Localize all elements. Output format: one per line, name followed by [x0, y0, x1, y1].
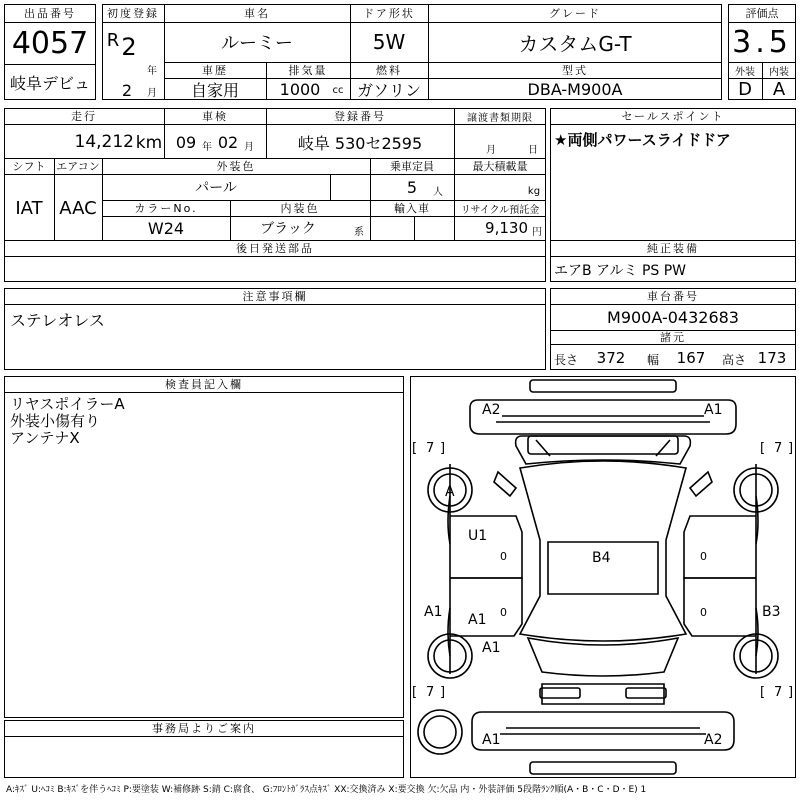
- first-reg-era: R: [106, 30, 120, 50]
- notes-label: 注意事項欄: [242, 290, 308, 303]
- import-label: 輸入車: [394, 202, 430, 215]
- svg-text:]: ]: [440, 685, 446, 700]
- int-grade-value: A: [772, 78, 786, 100]
- mark-roof: B4: [592, 550, 611, 566]
- inspector-line-1: リヤスポイラーA: [10, 395, 125, 413]
- svg-text:[: [: [760, 441, 766, 456]
- model-label: 型式: [562, 64, 588, 77]
- mark-rear-right: A2: [704, 732, 723, 748]
- score-value: 3.5: [732, 24, 792, 60]
- tread-rr: 7: [774, 685, 783, 700]
- mark-front-right: A1: [704, 402, 723, 418]
- venue: 岐阜デビュ: [9, 73, 90, 93]
- zero-4: 0: [700, 606, 707, 619]
- color-no-value: W24: [147, 218, 185, 238]
- score-label: 評価点: [745, 7, 779, 20]
- first-reg-label: 初度登録: [107, 7, 159, 20]
- color-no-label: カラーNo.: [134, 202, 198, 215]
- transfer-label: 譲渡書類期限: [467, 112, 533, 124]
- ext-color-value: パール: [195, 180, 237, 196]
- first-reg-month: 2: [121, 80, 133, 100]
- ac-label: エアコン: [56, 160, 100, 173]
- zero-3: 0: [700, 550, 707, 563]
- shift-value: IAT: [15, 197, 43, 219]
- car-name-label: 車名: [244, 7, 270, 20]
- inspector-line-2: 外装小傷有り: [10, 412, 101, 430]
- model-value: DBA-M900A: [527, 79, 623, 99]
- transfer-day-unit: 日: [528, 144, 538, 156]
- legend: A:ｷｽﾞ U:ﾍｺﾐ B:ｷｽﾞを伴うﾍｺﾐ P:要塗装 W:補修跡 S:錆 C:腐食、 G:ﾌﾛﾝﾄｶﾞﾗｽ点ｷｽﾞ XX:交換済み X:要交換 欠:欠品 内・外装評価 5段階ﾗﾝｸ順(A・B・C・D・E) 1: [6, 784, 647, 795]
- first-reg-year-unit: 年: [147, 65, 157, 76]
- mark-door-rl: A1: [468, 612, 487, 628]
- inspection-year: 09: [175, 132, 197, 152]
- inspector-label: 検査員記入欄: [165, 378, 243, 391]
- transfer-month-unit: 月: [486, 144, 496, 156]
- history-label: 車歴: [202, 64, 228, 77]
- tread-fl: 7: [426, 441, 435, 456]
- mark-tire-rl: A1: [482, 640, 501, 656]
- svg-text:[: [: [760, 685, 766, 700]
- grade-label: グレード: [549, 7, 601, 20]
- ext-color-label: 外装色: [216, 160, 256, 173]
- ac-value: AAC: [59, 197, 97, 219]
- max-load-label: 最大積載量: [472, 160, 528, 173]
- ext-grade-value: D: [738, 78, 752, 100]
- displacement-label: 排気量: [288, 64, 328, 77]
- sales-point-label: セールスポイント: [621, 110, 725, 123]
- tread-fr: 7: [774, 441, 783, 456]
- int-grade-label: 内装: [769, 66, 789, 78]
- car-name-value: ルーミー: [221, 33, 293, 54]
- svg-text:]: ]: [788, 685, 794, 700]
- dims-length-label: 長さ: [554, 352, 578, 367]
- reg-no-label: 登録番号: [334, 110, 386, 123]
- door-label: ドア形状: [363, 7, 415, 20]
- inspection-month: 02: [217, 132, 239, 152]
- zero-1: 0: [500, 550, 507, 563]
- mark-tire-fl: A: [445, 484, 455, 500]
- mileage-label: 走行: [71, 110, 97, 123]
- lot-no-value: 4057: [11, 25, 89, 61]
- equipment-value: エアB アルミ PS PW: [554, 263, 687, 279]
- inspection-year-unit: 年: [202, 141, 212, 153]
- displacement-unit: cc: [332, 84, 344, 96]
- dims-label: 諸元: [660, 331, 686, 344]
- first-reg-year: 2: [121, 33, 137, 61]
- fuel-label: 燃料: [376, 64, 402, 77]
- first-reg-month-unit: 月: [147, 87, 157, 98]
- mark-door-fl: U1: [468, 528, 488, 544]
- notes-value: ステレオレス: [10, 310, 105, 330]
- mileage-value: 14,212: [74, 132, 134, 152]
- recycle-unit: 円: [532, 226, 542, 238]
- capacity-unit: 人: [433, 186, 443, 198]
- dims-height: 173: [757, 349, 787, 367]
- sales-point-value: ★両側パワースライドドア: [554, 130, 731, 149]
- shift-label: シフト: [12, 160, 46, 173]
- mark-rear-right-side: B3: [762, 604, 781, 620]
- dims-length: 372: [596, 349, 626, 367]
- mark-rear-left: A1: [482, 732, 501, 748]
- ext-grade-label: 外装: [735, 66, 755, 78]
- displacement-value: 1000: [279, 79, 321, 99]
- int-color-suffix: 系: [354, 226, 364, 238]
- inspection-month-unit: 月: [244, 141, 254, 153]
- lot-no-label: 出品番号: [24, 7, 76, 20]
- tread-rl: 7: [426, 685, 435, 700]
- dims-width: 167: [676, 349, 706, 367]
- inspection-label: 車検: [202, 110, 228, 123]
- int-color-value: ブラック: [260, 221, 316, 237]
- svg-text:[: [: [412, 441, 418, 456]
- history-value: 自家用: [190, 80, 239, 100]
- reg-no-value: 岐阜 530セ2595: [297, 133, 423, 153]
- equipment-label: 純正装備: [647, 242, 699, 255]
- svg-text:[: [: [412, 685, 418, 700]
- dims-width-label: 幅: [646, 352, 659, 367]
- zero-2: 0: [500, 606, 507, 619]
- capacity-value: 5: [406, 177, 418, 197]
- svg-text:]: ]: [440, 441, 446, 456]
- recycle-label: リサイクル預託金: [460, 204, 540, 216]
- door-value: 5W: [372, 30, 406, 54]
- fuel-value: ガソリン: [356, 80, 421, 100]
- grade-value: カスタムG-T: [518, 31, 632, 56]
- svg-text:]: ]: [788, 441, 794, 456]
- chassis-value: M900A-0432683: [607, 307, 739, 327]
- office-label: 事務局よりご案内: [152, 722, 256, 735]
- car-diagram: [410, 376, 796, 778]
- mark-front-left: A2: [482, 402, 501, 418]
- dims-height-label: 高さ: [721, 352, 746, 367]
- capacity-label: 乗車定員: [390, 160, 434, 173]
- max-load-unit: kg: [527, 185, 541, 197]
- int-color-label: 内装色: [280, 202, 320, 215]
- mileage-unit: km: [136, 133, 162, 153]
- inspector-line-3: アンテナX: [10, 429, 80, 447]
- later-parts-label: 後日発送部品: [236, 242, 314, 255]
- mark-rear-left-side: A1: [424, 604, 443, 620]
- recycle-value: 9,130: [485, 219, 528, 237]
- chassis-label: 車台番号: [647, 290, 699, 303]
